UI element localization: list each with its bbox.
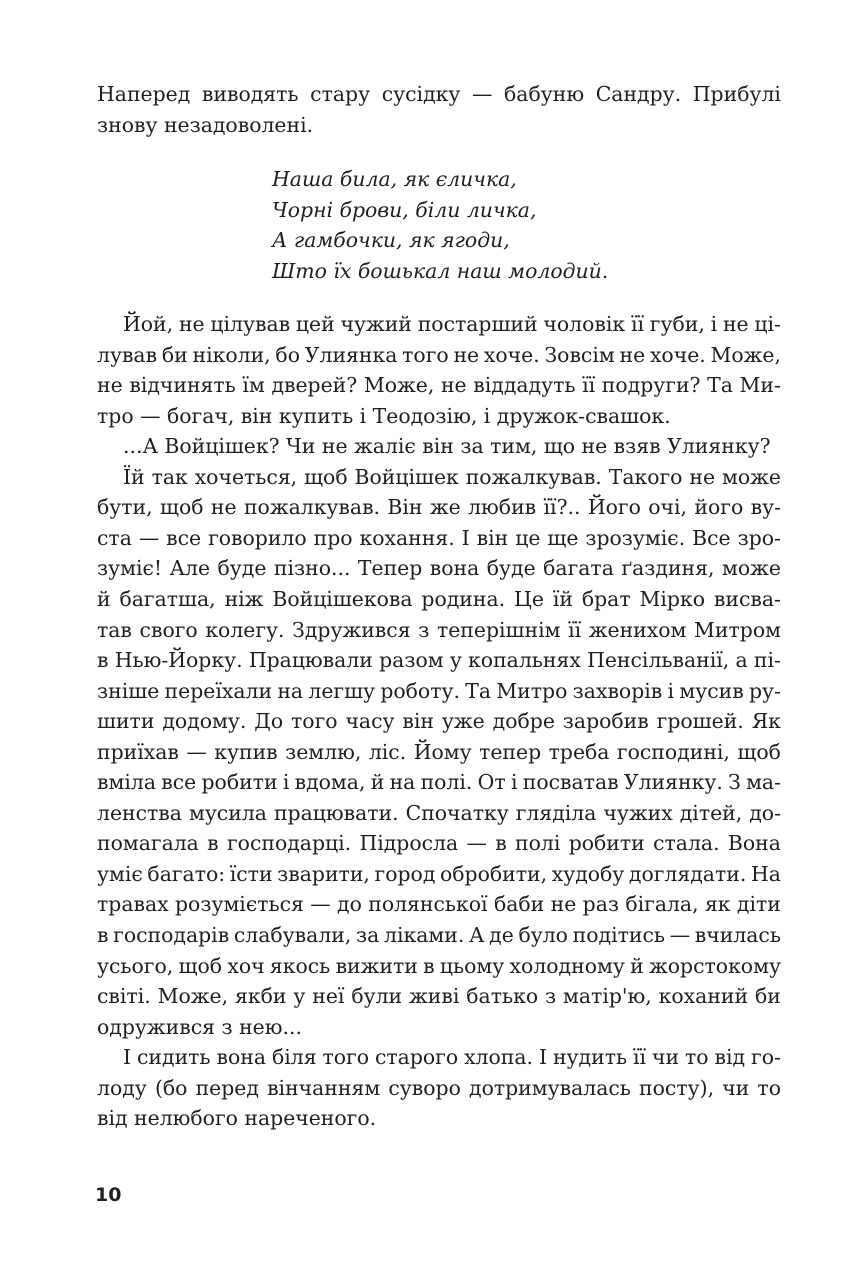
verse-line: Чорні брови, біли личка,	[272, 197, 537, 222]
text-line: вміла все робити і вдома, й на полі. От і посватав Улиянку. З ма-	[97, 770, 781, 795]
verse-line: А гамбочки, як ягоди,	[272, 228, 510, 252]
text-line: лоду (бо перед вінчанням суворо дотримувалась посту), чи то	[97, 1075, 781, 1100]
text-line: Наперед виводять стару сусідку — бабуню Сандру. Прибулі	[97, 82, 781, 106]
text-line: приїхав — купив землю, ліс. Йому тепер треба господині, щоб	[97, 739, 781, 764]
text-line: уміє багато: їсти зварити, город обробити, худобу доглядати. На	[97, 861, 781, 886]
text-line: травах розуміється — до полянської баби не раз бігала, як діти	[97, 892, 781, 917]
text-line: знову незадоволені.	[97, 112, 314, 137]
verse-line: Што їх бошькал наш молодий.	[272, 258, 609, 283]
text-line: тав свого колегу. Здружився з теперішнім її женихом Митром	[97, 617, 781, 642]
text-line: й багатша, ніж Войцішекова родина. Це їй брат Мірко висва-	[97, 586, 781, 611]
text-line: ...А Войцішек? Чи не жаліє він за тим, що не взяв Улиянку?	[123, 434, 771, 459]
text-line: І сидить вона біля того старого хлопа. І нудить її чи то від го-	[123, 1045, 781, 1070]
text-line: шити додому. До того часу він уже добре заробив грошей. Як	[97, 709, 781, 734]
text-line: зуміє! Але буде пізно... Тепер вона буде багата ґаздиня, може	[97, 556, 781, 581]
text-line: одружився з нею...	[97, 1014, 302, 1039]
text-line: в Нью-Йорку. Працювали разом у копальнях Пенсільванії, а пі-	[97, 648, 781, 673]
text-line: помагала в господарці. Підросла — в полі робити стала. Вона	[97, 831, 781, 856]
text-line: від нелюбого нареченого.	[97, 1106, 377, 1131]
text-line: не відчинять їм дверей? Може, не віддадуть її подруги? Та Ми-	[97, 373, 781, 398]
text-line: світі. Може, якби у неї були живі батько з матір'ю, коханий би	[97, 984, 781, 1009]
text-line: бути, щоб не пожалкував. Він же любив її?.. Його очі, його ву-	[97, 495, 781, 520]
text-line: в господарів слабували, за ліками. А де було подітись — вчилась	[97, 923, 781, 947]
page-number: 10	[95, 1184, 122, 1206]
verse-line: Наша била, як єличка,	[272, 167, 517, 191]
text-line: зніше переїхали на легшу роботу. Та Митро захворів і мусив ру-	[97, 678, 781, 703]
text-line: Їй так хочеться, щоб Войцішек пожалкував. Такого не може	[123, 464, 781, 489]
text-line: Йой, не цілував цей чужий постарший чоловік її губи, і не ці-	[123, 312, 781, 336]
text-line: ленства мусила працювати. Спочатку гляділа чужих дітей, до-	[97, 800, 781, 825]
text-line: тро — богач, він купить і Теодозію, і дружок-свашок.	[97, 403, 671, 428]
text-line: усього, щоб хоч якось вижити в цьому холодному й жорстокому	[97, 953, 781, 978]
text-line: ста — все говорило про кохання. І він це ще зрозуміє. Все зро-	[97, 525, 781, 550]
text-line: лував би ніколи, бо Улиянка того не хоче. Зовсім не хоче. Може,	[97, 342, 781, 367]
